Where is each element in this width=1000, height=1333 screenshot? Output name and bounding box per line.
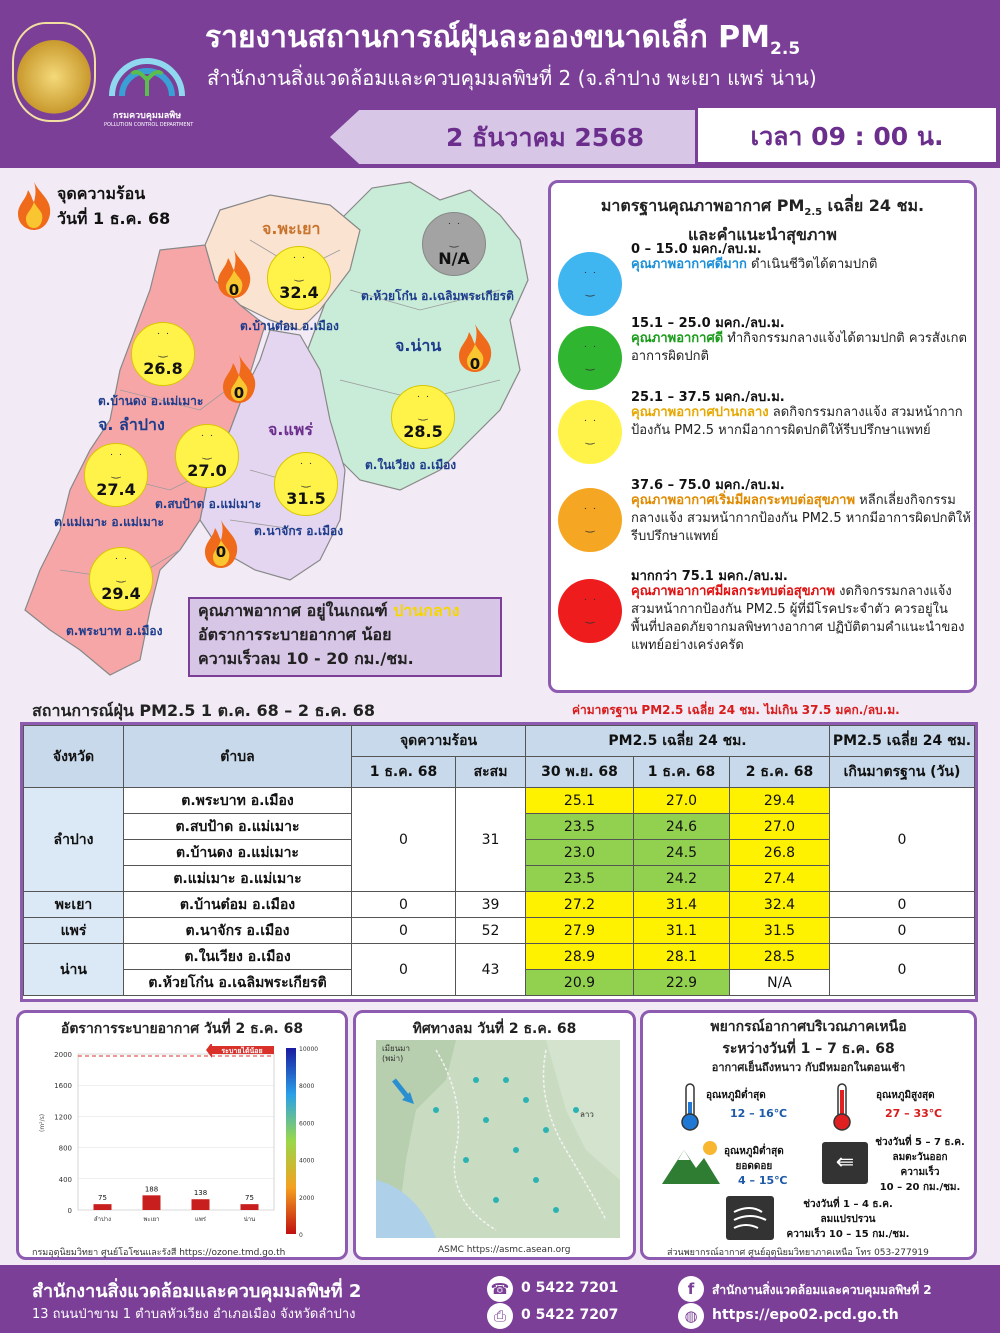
forecast-mountain-label: อุณหภูมิต่ำสุด ยอดดอย: [724, 1146, 784, 1172]
footer-org: สำนักงานสิ่งแวดล้อมและควบคุมมลพิษที่ 2: [32, 1281, 362, 1302]
chart-y-tick-label: 2000: [54, 1051, 72, 1059]
legend-range-4: มากกว่า 75.1 มคก./ลบ.ม.: [631, 569, 788, 584]
legend-desc-4: คุณภาพอากาศมีผลกระทบต่อสุขภาพ งดกิจกรรมกลางแจ้ง สวมหน้ากากป้องกัน PM2.5 ผู้ที่มีโรคประจำตัว ควรอยู่ในพื้นที่ปลอดภัยจากมลพิษทางอากาศ ปฏิบัติตามคำแนะนำของแพทย์อย่างเคร่งครัด: [631, 584, 965, 653]
legend-range-1: 15.1 – 25.0 มคก./ลบ.ม.: [631, 316, 785, 331]
station-label-phrabat: ต.พระบาท อ.เมือง: [66, 624, 163, 638]
chart-bar: [241, 1204, 259, 1210]
chart-y-unit: (m²/s): [39, 1113, 46, 1132]
station-label-naiwiang: ต.ในเวียง อ.เมือง: [365, 458, 457, 472]
forecast-max-value: 27 – 33℃: [885, 1107, 943, 1120]
cell-pm25: 26.8: [730, 840, 830, 866]
cell-pm25: 23.0: [526, 840, 634, 866]
forecast-wind2: ช่วงวันที่ 1 – 4 ธ.ค. ลมแปรปรวน ความเร็ว 10 – 15 กม./ชม.: [786, 1199, 910, 1240]
globe-icon: ◍: [678, 1303, 704, 1329]
chart-colorbar: [286, 1048, 296, 1234]
cell-hotspot-total: 43: [456, 944, 526, 996]
chart-data-label: 75: [98, 1194, 107, 1203]
ventilation-title: อัตราการระบายอากาศ วันที่ 2 ธ.ค. 68: [60, 1021, 304, 1037]
wind-title: ทิศทางลม วันที่ 2 ธ.ค. 68: [412, 1021, 577, 1037]
chart-bar: [143, 1195, 161, 1210]
legend-range-2: 25.1 – 37.5 มคก./ลบ.ม.: [631, 390, 785, 405]
forecast-title: พยากรณ์อากาศบริเวณภาคเหนือ: [710, 1019, 907, 1035]
chart-data-label: 75: [245, 1194, 254, 1203]
chart-x-tick-label: ลำปาง: [93, 1216, 112, 1223]
legend-face-4: ˙ ˙ ‿: [558, 579, 622, 643]
cell-pm25: 20.9: [526, 970, 634, 996]
th-province: จังหวัด: [24, 726, 124, 788]
table-row: [24, 892, 975, 918]
table-row: [24, 918, 975, 944]
cell-subdistrict: ต.พระบาท อ.เมือง: [124, 788, 352, 814]
chart-y-tick-label: 400: [58, 1175, 72, 1184]
cell-pm25: 27.4: [730, 866, 830, 892]
forecast-source: ส่วนพยากรณ์อากาศ ศูนย์อุตุนิยมวิทยาภาคเหนือ โทร 053-277919: [667, 1248, 929, 1258]
legend-desc-2: คุณภาพอากาศปานกลาง ลดกิจกรรมกลางแจ้ง สวมหน้ากากป้องกัน PM2.5 หากมีอาการผิดปกติให้รีบปรึกษาแพทย์: [631, 405, 963, 438]
ventilation-chart: [38, 1044, 328, 1240]
chart-data-label: 188: [144, 1185, 159, 1194]
wind-map-label-myanmar: เมียนมา (พม่า): [382, 1044, 410, 1063]
cell-subdistrict: ต.ในเวียง อ.เมือง: [124, 944, 352, 970]
province-label-phrae: จ.แพร่: [268, 420, 313, 439]
station-label-bandong: ต.บ้านดง อ.แม่เมาะ: [98, 394, 204, 408]
cell-pm25: 27.0: [634, 788, 730, 814]
cell-province: พะเยา: [24, 892, 124, 918]
cell-pm25: 24.6: [634, 814, 730, 840]
condition-line-1: คุณภาพอากาศ อยู่ในเกณฑ์ ปานกลาง: [198, 601, 460, 620]
cell-pm25: 24.5: [634, 840, 730, 866]
cell-subdistrict: ต.บ้านต๋อม อ.เมือง: [124, 892, 352, 918]
thermometer-cold-icon: [678, 1080, 702, 1136]
forecast-min-label: อุณหภูมิต่ำสุด: [706, 1090, 766, 1101]
chart-y-tick-label: 0: [67, 1207, 72, 1215]
condition-line-3: ความเร็วลม 10 - 20 กม./ชม.: [198, 649, 414, 668]
cell-province: ลำปาง: [24, 788, 124, 892]
legend-range-3: 37.6 – 75.0 มคก./ลบ.ม.: [631, 478, 785, 493]
th-hs-day: 1 ธ.ค. 68: [352, 757, 456, 788]
table-row: [24, 944, 975, 970]
page-title: รายงานสถานการณ์ฝุ่นละอองขนาดเล็ก $PM_{2.5}$: [205, 20, 801, 59]
province-label-nan: จ.น่าน: [395, 336, 442, 355]
th-hotspot: จุดความร้อน: [352, 726, 526, 757]
station-label-soppat: ต.สบป้าด อ.แม่เมาะ: [155, 497, 262, 511]
station-face-bantom: ˙ ˙ ‿ 32.4: [267, 246, 331, 310]
cell-pm25: 31.5: [730, 918, 830, 944]
legend-desc-3: คุณภาพอากาศเริ่มมีผลกระทบต่อสุขภาพ หลีกเลี่ยงกิจกรรมกลางแจ้ง สวมหน้ากากป้องกัน PM2.5 หากมีอาการผิดปกติให้รีบปรึกษาแพทย์: [631, 493, 971, 544]
table-row: [24, 788, 975, 814]
station-face-soppat: ˙ ˙ ‿ 27.0: [175, 424, 239, 488]
chart-y-tick-label: 1600: [54, 1082, 72, 1091]
fax-icon: ⎙: [487, 1303, 513, 1329]
cell-hotspot-day: 0: [352, 918, 456, 944]
wind-source: ASMC https://asmc.asean.org: [438, 1245, 571, 1255]
legend-desc-0: คุณภาพอากาศดีมาก ดำเนินชีวิตได้ตามปกติ: [631, 257, 878, 272]
legend-title: มาตรฐานคุณภาพอากาศ $PM_{2.5}$ เฉลี่ย 24 ชม. และคำแนะนำสุขภาพ: [600, 196, 925, 245]
fire-count-phrae: 0: [215, 543, 227, 561]
cell-hotspot-total: 31: [456, 788, 526, 892]
air-condition-summary: [188, 597, 502, 677]
fire-count-nan: 0: [469, 355, 481, 373]
station-label-maemoh: ต.แม่เมาะ อ.แม่เมาะ: [54, 515, 164, 529]
cell-pm25: 31.4: [634, 892, 730, 918]
cell-pm25: 28.9: [526, 944, 634, 970]
cell-subdistrict: ต.นาจักร อ.เมือง: [124, 918, 352, 944]
cell-pm25: N/A: [730, 970, 830, 996]
forecast-min-value: 12 – 16℃: [730, 1107, 788, 1120]
forecast-max-label: อุณหภูมิสูงสุด: [876, 1090, 935, 1101]
cell-pm25: 27.9: [526, 918, 634, 944]
cell-subdistrict: ต.สบป้าด อ.แม่เมาะ: [124, 814, 352, 840]
chart-y-tick-label: 1200: [54, 1113, 72, 1122]
th-pm-exceed: PM2.5 เฉลี่ย 24 ชม.: [830, 726, 975, 757]
pcd-logo: [104, 34, 194, 128]
th-exceed-days: เกินมาตรฐาน (วัน): [830, 757, 975, 788]
cell-subdistrict: ต.แม่เมาะ อ.แม่เมาะ: [124, 866, 352, 892]
cell-pm25: 32.4: [730, 892, 830, 918]
legend-face-1: ˙ ˙ ‿: [558, 326, 622, 390]
chart-data-label: 138: [193, 1189, 208, 1198]
footer-phone[interactable]: 0 5422 7201: [521, 1280, 619, 1296]
station-face-nachak: ˙ ˙ ‿ 31.5: [274, 452, 338, 516]
cell-exceed-days: 0: [830, 892, 975, 918]
fire-count-lampang: 0: [233, 384, 245, 402]
station-label-nachak: ต.นาจักร อ.เมือง: [254, 524, 344, 538]
chart-colorbar-tick: 10000: [299, 1046, 319, 1053]
cell-hotspot-day: 0: [352, 892, 456, 918]
mountain-icon: [660, 1138, 722, 1190]
chart-colorbar-tick: 8000: [299, 1083, 315, 1091]
chart-bar: [94, 1204, 112, 1210]
pcd-logo-text-th: กรมควบคุมมลพิษ: [112, 111, 182, 121]
chart-x-tick-label: น่าน: [243, 1216, 256, 1223]
chart-colorbar-tick: 4000: [299, 1157, 315, 1165]
cell-pm25: 27.0: [730, 814, 830, 840]
cell-pm25: 28.1: [634, 944, 730, 970]
ventilation-source: กรมอุตุนิยมวิทยา ศูนย์โอโซนและรังสี https://ozone.tmd.go.th: [32, 1248, 286, 1258]
legend-range-0: 0 – 15.0 มคก./ลบ.ม.: [631, 242, 762, 257]
forecast-mountain-value: 4 – 15℃: [738, 1174, 788, 1187]
station-face-phrabat: ˙ ˙ ‿ 29.4: [89, 547, 153, 611]
chart-y-tick-label: 800: [58, 1144, 72, 1153]
footer-facebook[interactable]: สำนักงานสิ่งแวดล้อมและควบคุมมลพิษที่ 2: [712, 1283, 932, 1297]
standard-note: ค่ามาตรฐาน PM2.5 เฉลี่ย 24 ชม. ไม่เกิน 37.5 มคก./ลบ.ม.: [572, 703, 900, 717]
thermometer-hot-icon: [830, 1080, 854, 1136]
cell-pm25: 27.2: [526, 892, 634, 918]
wind-east-icon: ⇚: [822, 1142, 868, 1184]
table-title: สถานการณ์ฝุ่น PM2.5 1 ต.ค. 68 – 2 ธ.ค. 68: [32, 701, 376, 720]
cell-exceed-days: 0: [830, 944, 975, 996]
pcd-logo-text-en: POLLUTION CONTROL DEPARTMENT: [104, 122, 194, 128]
forecast-wind1: ช่วงวันที่ 5 – 7 ธ.ค. ลมตะวันออก ความเร็ว 10 – 20 กม./ชม.: [875, 1137, 965, 1193]
page-subtitle: สำนักงานสิ่งแวดล้อมและควบคุมมลพิษที่ 2 (จ.ลำปาง พะเยา แพร่ น่าน): [207, 66, 817, 90]
chart-colorbar-tick: 2000: [299, 1194, 315, 1202]
footer-fax[interactable]: 0 5422 7207: [521, 1307, 619, 1323]
province-seal-logo: [12, 22, 96, 122]
station-face-maemoh: ˙ ˙ ‿ 27.4: [84, 443, 148, 507]
chart-colorbar-tick: 0: [299, 1232, 303, 1239]
province-label-lampang: จ. ลำปาง: [98, 415, 165, 434]
footer-website[interactable]: https://epo02.pcd.go.th: [712, 1307, 899, 1323]
fire-count-phayao: 0: [228, 281, 240, 299]
cell-exceed-days: 0: [830, 788, 975, 892]
cell-pm25: 25.1: [526, 788, 634, 814]
wind-map: [376, 1040, 620, 1238]
forecast-summary: อากาศเย็นถึงหนาว กับมีหมอกในตอนเช้า: [711, 1061, 906, 1074]
cell-hotspot-day: 0: [352, 788, 456, 892]
wind-variable-icon: [726, 1196, 774, 1240]
report-date: 2 ธันวาคม 2568: [445, 123, 644, 152]
cell-subdistrict: ต.ห้วยโก๋น อ.เฉลิมพระเกียรติ: [124, 970, 352, 996]
chart-bar: [192, 1199, 210, 1210]
legend-face-0: ˙ ˙ ‿: [558, 252, 622, 316]
station-label-bantom: ต.บ้านต๋อม อ.เมือง: [240, 319, 339, 333]
th-d2: 1 ธ.ค. 68: [634, 757, 730, 788]
forecast-period: ระหว่างวันที่ 1 – 7 ธ.ค. 68: [722, 1041, 895, 1057]
th-d1: 30 พ.ย. 68: [526, 757, 634, 788]
cell-pm25: 23.5: [526, 814, 634, 840]
th-hs-total: สะสม: [456, 757, 526, 788]
condition-line-2: อัตราการระบายอากาศ น้อย: [198, 625, 392, 644]
th-pm-avg: PM2.5 เฉลี่ย 24 ชม.: [526, 726, 830, 757]
chart-x-tick-label: แพร่: [194, 1216, 207, 1223]
wind-map-label-laos: ลาว: [580, 1110, 594, 1119]
cell-pm25: 23.5: [526, 866, 634, 892]
pm25-table: [20, 722, 978, 1002]
cell-exceed-days: 0: [830, 918, 975, 944]
th-d3: 2 ธ.ค. 68: [730, 757, 830, 788]
cell-subdistrict: ต.บ้านดง อ.แม่เมาะ: [124, 840, 352, 866]
legend-face-2: ˙ ˙ ‿: [558, 400, 622, 464]
chart-x-tick-label: พะเยา: [143, 1216, 160, 1223]
chart-colorbar-tick: 6000: [299, 1120, 315, 1128]
cell-pm25: 24.2: [634, 866, 730, 892]
cell-province: น่าน: [24, 944, 124, 996]
cell-pm25: 29.4: [730, 788, 830, 814]
cell-hotspot-day: 0: [352, 944, 456, 996]
chart-plot-area: [78, 1054, 274, 1210]
cell-hotspot-total: 52: [456, 918, 526, 944]
phone-icon: ☎: [487, 1276, 513, 1302]
cell-hotspot-total: 39: [456, 892, 526, 918]
footer-address: 13 ถนนป่าขาม 1 ตำบลหัวเวียง อำเภอเมือง จังหวัดลำปาง: [32, 1307, 356, 1322]
station-face-huaikon: ˙ ˙ ‿ N/A: [422, 212, 486, 276]
cell-pm25: 31.1: [634, 918, 730, 944]
station-face-naiwiang: ˙ ˙ ‿ 28.5: [391, 385, 455, 449]
province-label-phayao: จ.พะเยา: [262, 219, 321, 238]
station-face-bandong: ˙ ˙ ‿ 26.8: [131, 322, 195, 386]
legend-desc-1: คุณภาพอากาศดี ทำกิจกรรมกลางแจ้งได้ตามปกติ ควรสังเกตอาการผิดปกติ: [631, 331, 967, 364]
th-subdistrict: ตำบล: [124, 726, 352, 788]
cell-pm25: 28.5: [730, 944, 830, 970]
facebook-icon: f: [678, 1276, 704, 1302]
cell-province: แพร่: [24, 918, 124, 944]
cell-pm25: 22.9: [634, 970, 730, 996]
chart-threshold-label: ระบายได้น้อย: [221, 1047, 263, 1055]
hotspot-title: จุดความร้อน วันที่ 1 ธ.ค. 68: [57, 184, 171, 228]
report-time: เวลา 09 : 00 น.: [750, 122, 944, 151]
legend-face-3: ˙ ˙ ‿: [558, 488, 622, 552]
station-label-huaikon: ต.ห้วยโก๋น อ.เฉลิมพระเกียรติ: [361, 289, 514, 303]
